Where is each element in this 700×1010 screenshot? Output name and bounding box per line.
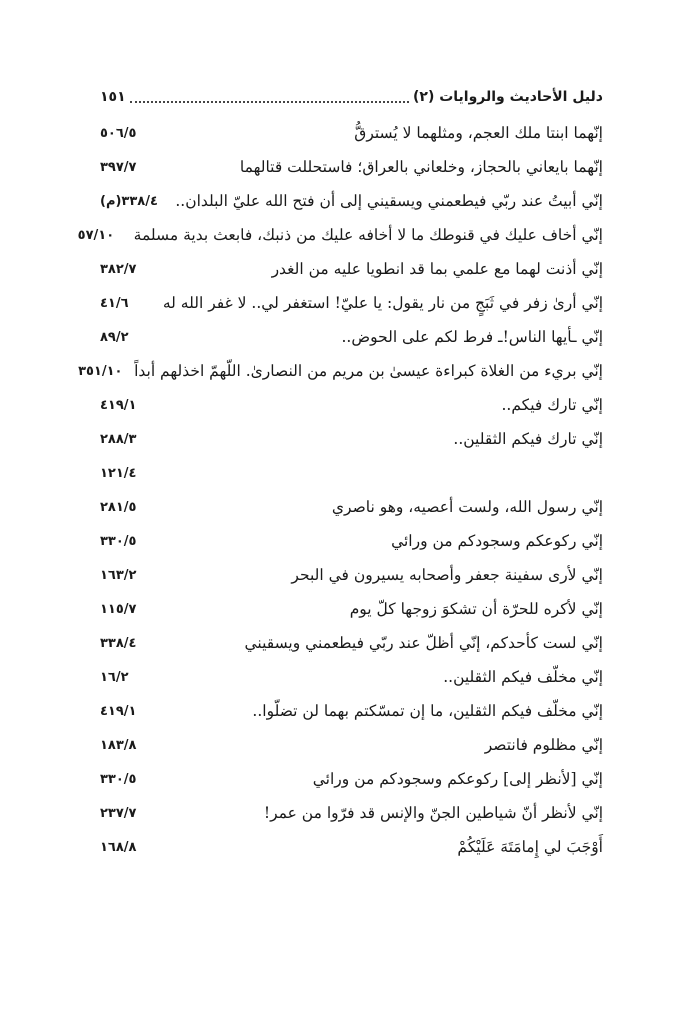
- entry-text: إنّي رسول الله، ولست أعصيه، وهو ناصري: [331, 498, 603, 516]
- index-entry: [100, 524, 603, 558]
- entry-reference: ٥٠٦/٥: [100, 125, 137, 141]
- index-entry: [100, 558, 603, 592]
- index-entry: [100, 184, 603, 218]
- index-entry: [100, 252, 603, 286]
- entry-text: إنّي مظلوم فانتصر: [484, 736, 603, 754]
- index-entry: [100, 150, 603, 184]
- index-entry: [77, 218, 603, 252]
- entry-text: أَوْجَبَ لي إِمامَتَهَ عَلَيْكُمْ: [457, 838, 603, 856]
- entry-reference: ٤١٩/١: [100, 703, 137, 719]
- entry-text: إنّي أبيتُ عند ربّي فيطعمني ويسقيني إلى أن فتح الله عليّ البلدان..: [175, 192, 603, 210]
- entry-reference: ٤١/٦: [100, 295, 129, 311]
- entry-reference: ١٦/٢: [100, 669, 129, 685]
- entry-reference: ٣٣٨/٤(م): [100, 193, 158, 209]
- running-header: [100, 86, 603, 108]
- index-entry: [100, 694, 603, 728]
- entry-text: إنّي تارك فيكم..: [501, 396, 603, 414]
- entry-reference: ١٢١/٤: [100, 465, 137, 481]
- entry-reference: ٣٣٨/٤: [100, 635, 137, 651]
- entry-reference: ٢٣٧/٧: [100, 805, 137, 821]
- header-title: دليل الأحاديث والروايات (٢): [412, 89, 603, 105]
- entry-reference: ١١٥/٧: [100, 601, 137, 617]
- dot-leader: [130, 91, 409, 103]
- index-entry: [100, 116, 603, 150]
- entry-reference: ٣٩٧/٧: [100, 159, 137, 175]
- entry-reference: ٣٥١/١٠: [78, 363, 123, 379]
- entry-reference: ٣٣٠/٥: [100, 771, 137, 787]
- index-entry: [100, 320, 603, 354]
- entry-reference: ٢٨١/٥: [100, 499, 137, 515]
- entry-reference: ٣٣٠/٥: [100, 533, 137, 549]
- entry-text: إنّي مخلّف فيكم الثقلين، ما إن تمسّكتم بهما لن تضلّوا..: [252, 702, 603, 720]
- entry-text: إنّي أخاف عليك في قنوطك ما لا أخافه عليك من ذنبك، فابعث بدية مسلمة: [133, 226, 603, 244]
- index-entry: [100, 422, 603, 456]
- entry-reference: ١٦٨/٨: [100, 839, 137, 855]
- entry-text: إنّي ـأيها الناس!ـ فرط لكم على الحوض..: [341, 328, 603, 346]
- entry-text: إنّي لست كأحدكم، إنّي أظلّ عند ربّي فيطعمني ويسقيني: [244, 634, 603, 652]
- entry-text: إنّي لأكره للحرّة أن تشكوَ زوجها كلّ يوم: [349, 600, 603, 618]
- entry-text: إنّي لأنظر أنّ شياطين الجنّ والإنس قد فرّوا من عمر!: [263, 804, 603, 822]
- index-entry: [100, 388, 603, 422]
- index-entry: [100, 762, 603, 796]
- index-entry: [100, 660, 603, 694]
- index-entry: [100, 592, 603, 626]
- entry-text: إنّي أذنت لهما مع علمي بما قد انطويا عليه من الغدر: [271, 260, 603, 278]
- entry-text: إنّي مخلّف فيكم الثقلين..: [443, 668, 603, 686]
- entry-reference: ١٦٣/٢: [100, 567, 137, 583]
- entry-text: إنّي لأرى سفينة جعفر وأصحابه يسيرون في البحر: [291, 566, 603, 584]
- index-entry: [100, 830, 603, 864]
- index-list: [77, 116, 603, 864]
- entry-reference: ٥٧/١٠: [77, 227, 115, 243]
- index-entry: [100, 456, 603, 490]
- index-entry: [78, 354, 603, 388]
- entry-text: إنّي [لأنظر إلى] ركوعكم وسجودكم من ورائي: [312, 770, 603, 788]
- page-number: ١٥١: [100, 89, 126, 105]
- entry-reference: ٢٨٨/٣: [100, 431, 137, 447]
- index-entry: [100, 286, 603, 320]
- entry-text: إنّي ركوعكم وسجودكم من ورائي: [391, 532, 603, 550]
- entry-text: إنّهما بايعاني بالحجاز، وخلعاني بالعراق؛ فاستحللت قتالهما: [239, 158, 603, 176]
- index-entry: [100, 490, 603, 524]
- entry-text: إنّي بريء من الغلاة كبراءة عيسىٰ بن مريم من النصارىٰ. اللّهمّ اخذلهم أبداً: [134, 362, 603, 380]
- entry-reference: ٣٨٢/٧: [100, 261, 137, 277]
- entry-text: إنّي أرىٰ زفر في ثَبَجٍ من نار يقول: يا عليّ! استغفر لي.. لا غفر الله له: [162, 294, 603, 312]
- index-entry: [100, 796, 603, 830]
- entry-text: إنّي تارك فيكم الثقلين..: [453, 430, 603, 448]
- index-entry: [100, 728, 603, 762]
- entry-text: إنّهما ابنتا ملك العجم، ومثلهما لا يُسترقُّ: [354, 124, 603, 142]
- entry-reference: ٨٩/٢: [100, 329, 129, 345]
- entry-reference: ١٨٣/٨: [100, 737, 137, 753]
- entry-reference: ٤١٩/١: [100, 397, 137, 413]
- index-entry: [100, 626, 603, 660]
